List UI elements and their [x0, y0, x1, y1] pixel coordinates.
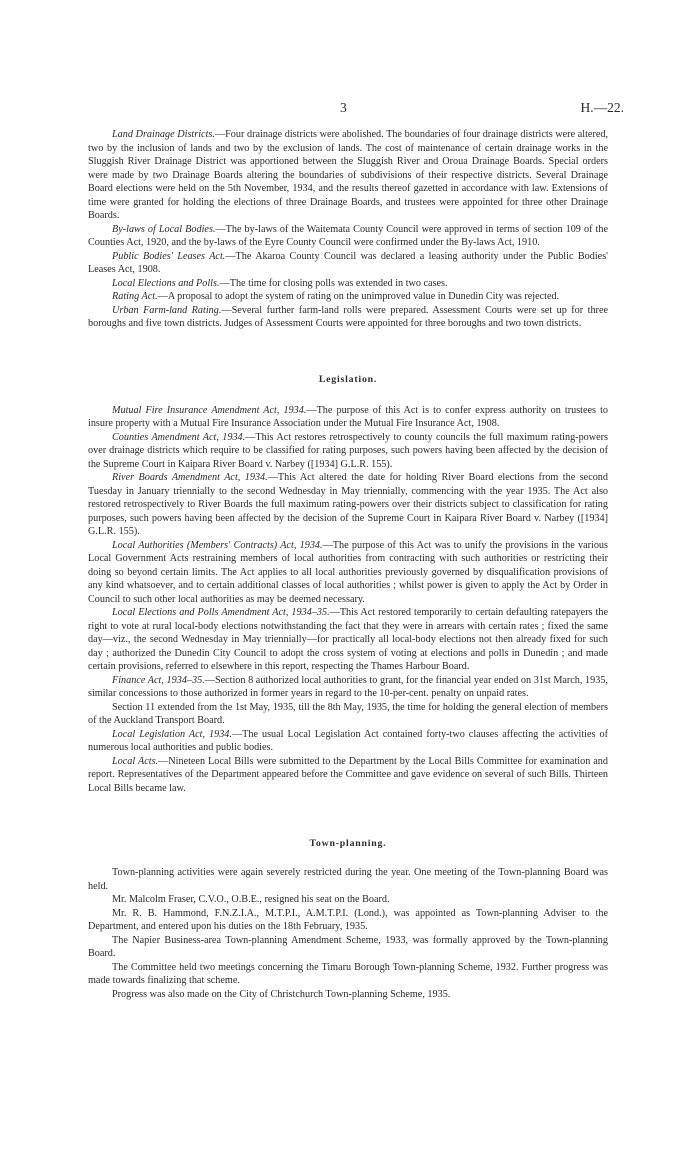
- paragraph-lead: Local Authorities (Members' Contracts) Act, 1934.: [112, 539, 323, 551]
- intro-paragraph: [88, 250, 608, 277]
- paragraph-lead: Counties Amendment Act, 1934.: [112, 431, 246, 443]
- paragraph-lead: Mutual Fire Insurance Amendment Act, 1934.: [112, 404, 307, 416]
- intro-paragraph: [88, 223, 608, 250]
- paragraph-lead: Local Legislation Act, 1934.: [112, 728, 232, 740]
- legislation-paragraph: [88, 728, 608, 755]
- town-planning-paragraph: Mr. R. B. Hammond, F.N.Z.I.A., M.T.P.I., A.M.T.P.I. (Lond.), was appointed as Town-planning Adviser to the Department, and entered upon his duties on the 18th February, 1935.: [88, 907, 608, 932]
- legislation-paragraph: [88, 674, 608, 701]
- town-planning-paragraph: Mr. Malcolm Fraser, C.V.O., O.B.E., resigned his seat on the Board.: [112, 894, 390, 905]
- paragraph-lead: Finance Act, 1934–35.: [112, 674, 205, 686]
- paragraph-text: —Four drainage districts were abolished. The boundaries of four drainage districts were altered, two by the inclusion of lands and two by the exclusion of lands. The cost of maintenance of certain drainage works in the Sluggish River Drainage District was apportioned between the Sluggish River and Oroua Drainage Boards. Special orders were made by two Drainage Boards altering the boundaries of subdivisions of their respective districts. Several Drainage Board elections were held on the 5th November, 1934, and the results thereof gazetted in accordance with law. Extensions of time were granted for holding the elections of three Drainage Boards, and trustees were appointed for three other Drainage Boards.: [88, 129, 609, 221]
- paragraph-text: Section 11 extended from the 1st May, 1935, till the 8th May, 1935, the time for holding the general election of members of the Auckland Transport Board.: [88, 701, 608, 726]
- paragraph-lead: Public Bodies' Leases Act.: [112, 250, 226, 262]
- paragraph-text: —This Act altered the date for holding River Board elections from the second Tuesday in January triennially to the second Wednesday in May triennially, commencing with the year 1935. The Act also restored retrospectively to River Boards the full maximum rating-powers over their districts subject to classification for rating purposes, such powers having been affected by the decision of the Supreme Court in Kaipara River Board v. Narbey ([1934] G.L.R. 155).: [88, 472, 608, 537]
- paragraph-text: —Section 8 authorized local authorities to grant, for the financial year ended on 31st March, 1935, similar concessions to those authorized in former years in regard to the 10-per-cent. penalty on unpaid rates.: [88, 674, 608, 699]
- paragraph-text: —The purpose of this Act was to unify the provisions in the various Local Government Acts restraining members of local authorities from contracting with such authorities or restricting their doing so beyond certain limits. The Act applies to all local authorities previously governed by disqualification provisions of any kind whatsoever, and to certain additional classes of local authorities ; whilst power is given to apply the Act by Order in Council to such other local authorities as may be deemed necessary.: [88, 539, 608, 605]
- paragraph-lead: Rating Act.: [112, 291, 158, 302]
- legislation-heading: Legislation.: [318, 373, 378, 385]
- legislation-paragraph: [88, 404, 608, 431]
- paragraph-lead: Land Drainage Districts.: [112, 129, 215, 140]
- town-planning-paragraph: Town-planning activities were again severely restricted during the year. One meeting of the Town-planning Board was held.: [88, 867, 608, 892]
- legislation-paragraph: [88, 701, 608, 728]
- paragraph-text: —This Act restored temporarily to certain defaulting ratepayers the right to vote at rural local-body elections notwithstanding the fact that they were in arrears with certain rates ; fixed the same day—viz., the second Wednesday in May triennially—for practically all local-body elections not then already fixed for such day ; authorized the Dunedin City Council to adopt the cross system of voting at elections and polls in Dunedin ; and made certain provisions, referred to elsewhere in this report, respecting the Thames Harbour Board.: [88, 607, 608, 672]
- paragraph-lead: River Boards Amendment Act, 1934.: [112, 472, 268, 483]
- paragraph-text: —Several further farm-land rolls were prepared. Assessment Courts were set up for three boroughs and five town districts. Judges of Assessment Courts were appointed for three boroughs and two town districts.: [88, 304, 608, 329]
- town-planning-heading: Town-planning.: [309, 838, 387, 849]
- paragraph-lead: By-laws of Local Bodies.: [112, 223, 216, 235]
- page-number: 3: [340, 100, 347, 115]
- paragraph-text: —This Act restores retrospectively to county councils the full maximum rating-powers over drainage districts which require to be classified for rating purposes, such powers having been affected by the decision of the Supreme Court in Kaipara River Board v. Narbey ([1934] G.L.R. 155).: [88, 431, 608, 470]
- intro-paragraph: [88, 128, 608, 223]
- page-reference: H.—22.: [580, 100, 624, 115]
- paragraph-text: —The by-laws of the Waitemata County Council were approved in terms of section 109 of the Counties Act, 1920, and the by-laws of the Eyre County Council were confirmed under the By-laws Act, 1910.: [88, 223, 608, 248]
- intro-paragraph: [88, 290, 608, 304]
- paragraph-text: —The Akaroa County Council was declared a leasing authority under the Public Bodies' Leases Act, 1908.: [88, 250, 609, 275]
- paragraph-text: —The usual Local Legislation Act contained forty-two clauses affecting the activities of numerous local authorities and public bodies.: [88, 728, 608, 753]
- legislation-paragraph: [88, 606, 608, 674]
- paragraph-text: —A proposal to adopt the system of rating on the unimproved value in Dunedin City was rejected.: [157, 291, 560, 302]
- paragraph-lead: Urban Farm-land Rating.: [112, 304, 222, 316]
- body-column: [88, 128, 608, 1001]
- paragraph-lead: Local Elections and Polls Amendment Act, 1934–35.: [112, 607, 330, 618]
- intro-paragraph: [88, 304, 608, 331]
- paragraph-lead: Local Elections and Polls.: [112, 277, 220, 289]
- paragraph-text: —The time for closing polls was extended in two cases.: [219, 277, 448, 289]
- legislation-paragraph: [88, 755, 608, 796]
- town-planning-paragraph: The Committee held two meetings concerning the Timaru Borough Town-planning Scheme, 1932. Further progress was made towards finalizing that scheme.: [88, 961, 608, 986]
- paragraph-text: —The purpose of this Act is to confer express authority on trustees to insure property with a Mutual Fire Insurance Association under the Mutual Fire Insurance Act, 1908.: [88, 404, 608, 429]
- intro-paragraph: [88, 277, 608, 291]
- intro-section: [88, 128, 608, 331]
- page-header: [0, 100, 700, 120]
- town-planning-section: [88, 866, 608, 1001]
- legislation-paragraph: [88, 431, 608, 472]
- paragraph-lead: Local Acts.: [112, 755, 159, 767]
- town-planning-paragraph: Progress was also made on the City of Christchurch Town-planning Scheme, 1935.: [112, 988, 451, 1000]
- legislation-paragraph: [88, 539, 608, 607]
- legislation-paragraph: [88, 471, 608, 539]
- town-planning-paragraph: The Napier Business-area Town-planning Amendment Scheme, 1933, was formally approved by the Town-planning Board.: [88, 934, 608, 959]
- legislation-section: [88, 404, 608, 796]
- paragraph-text: —Nineteen Local Bills were submitted to the Department by the Local Bills Committee for examination and report. Representatives of the Department appeared before the Committee and gave evidence on several of such Bills. Thirteen Local Bills became law.: [88, 755, 608, 794]
